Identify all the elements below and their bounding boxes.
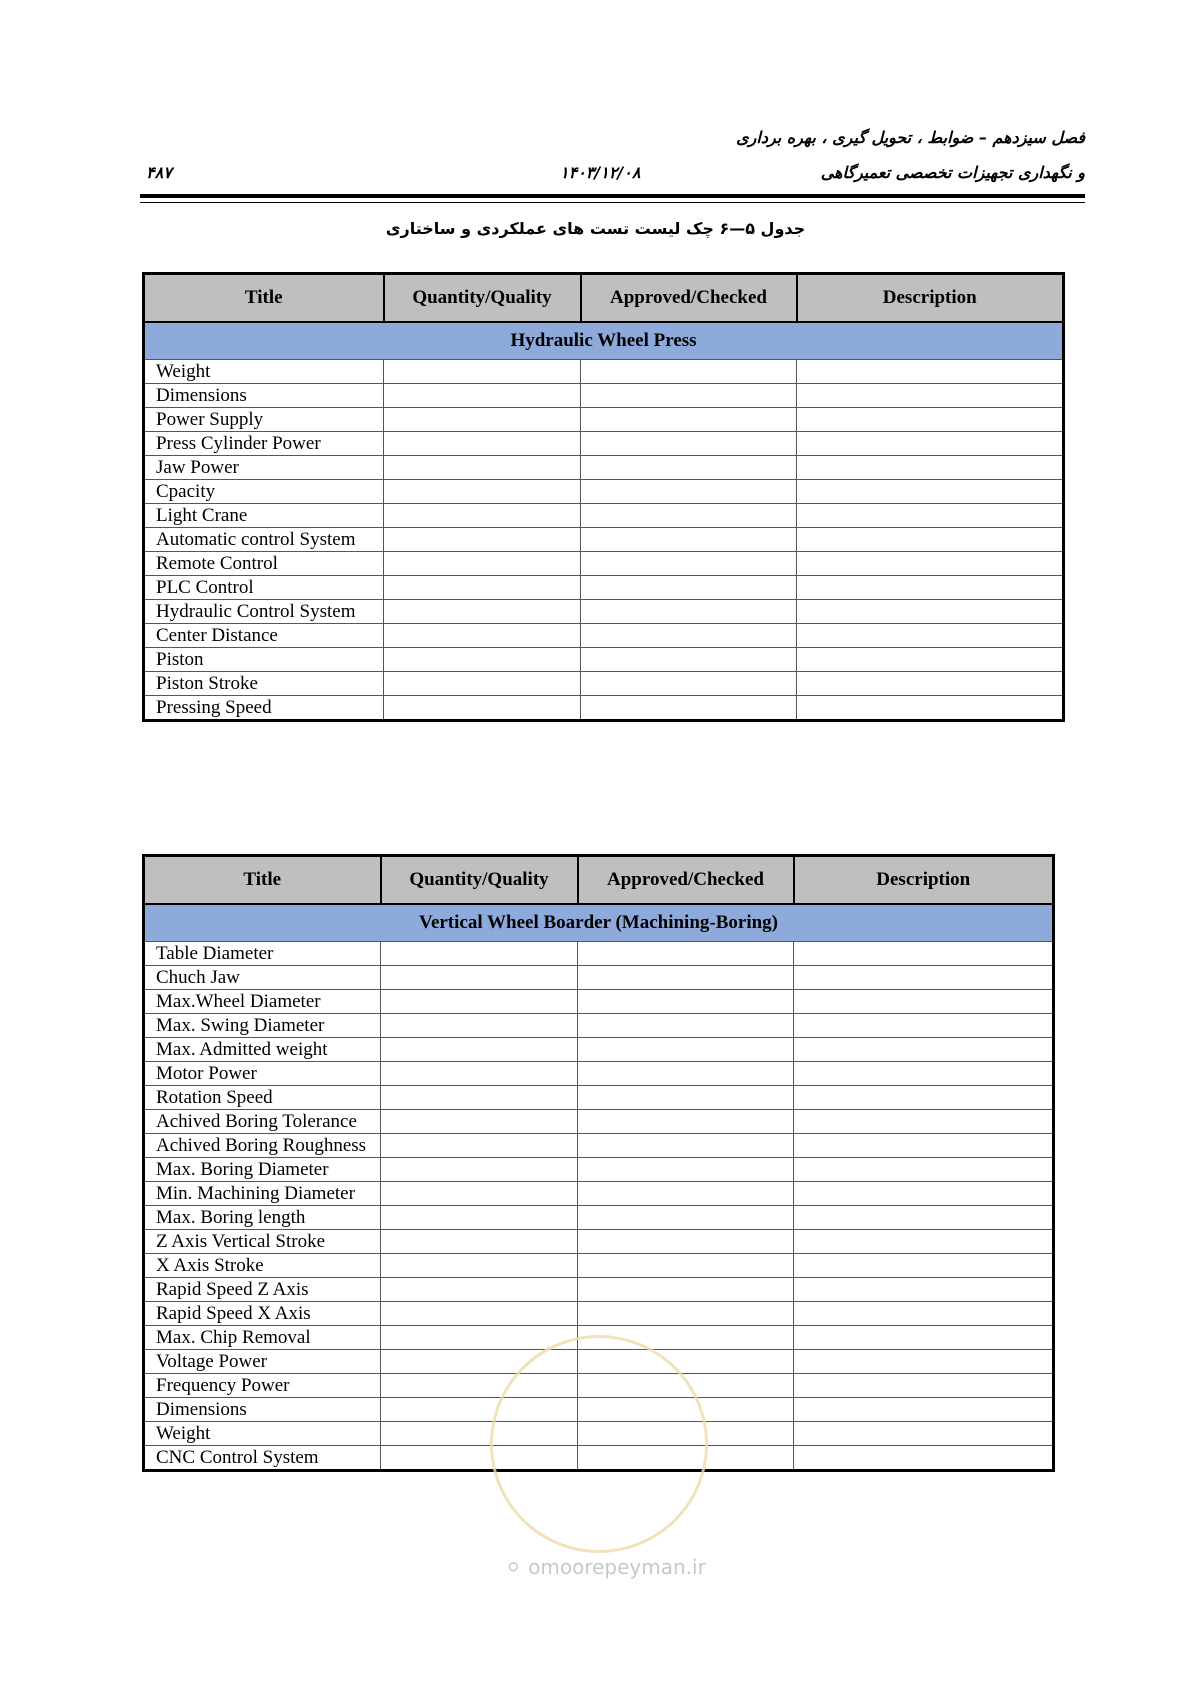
watermark-text: ⚪ omoorepeyman.ir	[505, 1555, 706, 1579]
row-title: Table Diameter	[144, 942, 381, 966]
description-cell[interactable]	[797, 456, 1064, 480]
description-cell[interactable]	[794, 1206, 1054, 1230]
table-row	[144, 648, 1064, 672]
row-title: Motor Power	[144, 1062, 381, 1086]
approved-cell[interactable]	[578, 1014, 794, 1038]
quantity-cell[interactable]	[384, 384, 581, 408]
approved-cell[interactable]	[581, 456, 797, 480]
quantity-cell[interactable]	[384, 600, 581, 624]
table-row	[144, 966, 1054, 990]
table-row	[144, 1182, 1054, 1206]
row-title: Max. Boring Diameter	[144, 1158, 381, 1182]
row-title: Max.Wheel Diameter	[144, 990, 381, 1014]
description-cell[interactable]	[794, 1350, 1054, 1374]
quantity-cell[interactable]	[381, 1038, 578, 1062]
table-row	[144, 576, 1064, 600]
description-cell[interactable]	[794, 1398, 1054, 1422]
row-title: Press Cylinder Power	[144, 432, 384, 456]
approved-cell[interactable]	[578, 1206, 794, 1230]
row-title: CNC Control System	[144, 1446, 381, 1471]
quantity-cell[interactable]	[381, 966, 578, 990]
column-header-quantity: Quantity/Quality	[384, 274, 581, 323]
description-cell[interactable]	[794, 1110, 1054, 1134]
quantity-cell[interactable]	[384, 456, 581, 480]
row-title: X Axis Stroke	[144, 1254, 381, 1278]
approved-cell[interactable]	[581, 696, 797, 721]
quantity-cell[interactable]	[381, 990, 578, 1014]
description-cell[interactable]	[794, 1254, 1054, 1278]
quantity-cell[interactable]	[384, 432, 581, 456]
table-row	[144, 1038, 1054, 1062]
description-cell[interactable]	[797, 624, 1064, 648]
column-header-title: Title	[144, 274, 384, 323]
row-title: Dimensions	[144, 384, 384, 408]
description-cell[interactable]	[794, 1134, 1054, 1158]
row-title: Weight	[144, 1422, 381, 1446]
description-cell[interactable]	[794, 1230, 1054, 1254]
row-title: Jaw Power	[144, 456, 384, 480]
quantity-cell[interactable]	[384, 528, 581, 552]
row-title: Max. Admitted weight	[144, 1038, 381, 1062]
table-row	[144, 1158, 1054, 1182]
watermark-logo	[490, 1335, 708, 1553]
row-title: Max. Swing Diameter	[144, 1014, 381, 1038]
description-cell[interactable]	[794, 1038, 1054, 1062]
row-title: Achived Boring Tolerance	[144, 1110, 381, 1134]
quantity-cell[interactable]	[384, 504, 581, 528]
approved-cell[interactable]	[578, 1038, 794, 1062]
approved-cell[interactable]	[578, 1230, 794, 1254]
approved-cell[interactable]	[581, 552, 797, 576]
description-cell[interactable]	[794, 1158, 1054, 1182]
description-cell[interactable]	[797, 480, 1064, 504]
section-row	[144, 322, 1064, 360]
quantity-cell[interactable]	[381, 1014, 578, 1038]
approved-cell[interactable]	[581, 528, 797, 552]
quantity-cell[interactable]	[381, 1110, 578, 1134]
approved-cell[interactable]	[581, 504, 797, 528]
description-cell[interactable]	[794, 1422, 1054, 1446]
quantity-cell[interactable]	[384, 624, 581, 648]
table-row	[144, 942, 1054, 966]
approved-cell[interactable]	[578, 1062, 794, 1086]
row-title: Rotation Speed	[144, 1086, 381, 1110]
table-caption: جدول ۵—۶ چک لیست تست های عملکردی و ساختاری	[385, 219, 806, 238]
checklist-table-hydraulic-wheel-press	[142, 272, 1065, 722]
table-row	[144, 624, 1064, 648]
quantity-cell[interactable]	[381, 1230, 578, 1254]
row-title: Remote Control	[144, 552, 384, 576]
table-row	[144, 1278, 1054, 1302]
page-number: ۴۸۷	[146, 163, 172, 182]
quantity-cell[interactable]	[384, 648, 581, 672]
description-cell[interactable]	[797, 360, 1064, 384]
column-header-description: Description	[794, 856, 1054, 905]
row-title: Rapid Speed Z Axis	[144, 1278, 381, 1302]
approved-cell[interactable]	[581, 384, 797, 408]
table-row	[144, 1254, 1054, 1278]
quantity-cell[interactable]	[381, 1086, 578, 1110]
section-row	[144, 904, 1054, 942]
quantity-cell[interactable]	[381, 942, 578, 966]
description-cell[interactable]	[794, 1374, 1054, 1398]
approved-cell[interactable]	[578, 1134, 794, 1158]
description-cell[interactable]	[794, 1446, 1054, 1471]
row-title: Pressing Speed	[144, 696, 384, 721]
description-cell[interactable]	[797, 576, 1064, 600]
table-row	[144, 1302, 1054, 1326]
table-row	[144, 1062, 1054, 1086]
description-cell[interactable]	[794, 942, 1054, 966]
approved-cell[interactable]	[578, 1086, 794, 1110]
quantity-cell[interactable]	[381, 1182, 578, 1206]
row-title: Z Axis Vertical Stroke	[144, 1230, 381, 1254]
table-row	[144, 990, 1054, 1014]
row-title: Light Crane	[144, 504, 384, 528]
description-cell[interactable]	[797, 408, 1064, 432]
header-row	[144, 274, 1064, 323]
approved-cell[interactable]	[578, 1254, 794, 1278]
approved-cell[interactable]	[581, 480, 797, 504]
quantity-cell[interactable]	[384, 672, 581, 696]
description-cell[interactable]	[797, 432, 1064, 456]
column-header-approved: Approved/Checked	[578, 856, 794, 905]
table-row	[144, 384, 1064, 408]
approved-cell[interactable]	[578, 1278, 794, 1302]
approved-cell[interactable]	[581, 576, 797, 600]
quantity-cell[interactable]	[384, 360, 581, 384]
quantity-cell[interactable]	[381, 1254, 578, 1278]
chapter-title: فصل سیزدهم – ضوابط ، تحویل گیری ، بهره برداری	[736, 128, 1085, 147]
quantity-cell[interactable]	[384, 696, 581, 721]
description-cell[interactable]	[797, 504, 1064, 528]
quantity-cell[interactable]	[381, 1278, 578, 1302]
approved-cell[interactable]	[581, 672, 797, 696]
approved-cell[interactable]	[578, 966, 794, 990]
row-title: Piston Stroke	[144, 672, 384, 696]
row-title: Weight	[144, 360, 384, 384]
approved-cell[interactable]	[581, 624, 797, 648]
table-row	[144, 672, 1064, 696]
description-cell[interactable]	[797, 552, 1064, 576]
table-row	[144, 1014, 1054, 1038]
description-cell[interactable]	[797, 528, 1064, 552]
quantity-cell[interactable]	[381, 1206, 578, 1230]
row-title: Center Distance	[144, 624, 384, 648]
row-title: Cpacity	[144, 480, 384, 504]
table-body	[144, 322, 1064, 721]
quantity-cell[interactable]	[381, 1302, 578, 1326]
table-row	[144, 504, 1064, 528]
approved-cell[interactable]	[581, 432, 797, 456]
table-row	[144, 432, 1064, 456]
table-row	[144, 1134, 1054, 1158]
column-header-description: Description	[797, 274, 1064, 323]
description-cell[interactable]	[797, 600, 1064, 624]
approved-cell[interactable]	[578, 990, 794, 1014]
description-cell[interactable]	[794, 1326, 1054, 1350]
row-title: Max. Chip Removal	[144, 1326, 381, 1350]
description-cell[interactable]	[797, 672, 1064, 696]
table-row	[144, 1110, 1054, 1134]
approved-cell[interactable]	[581, 408, 797, 432]
approved-cell[interactable]	[581, 360, 797, 384]
table-row	[144, 1230, 1054, 1254]
description-cell[interactable]	[794, 1182, 1054, 1206]
column-header-title: Title	[144, 856, 381, 905]
table-row	[144, 528, 1064, 552]
quantity-cell[interactable]	[384, 480, 581, 504]
table-row	[144, 480, 1064, 504]
quantity-cell[interactable]	[384, 408, 581, 432]
table-row	[144, 696, 1064, 721]
table-row	[144, 456, 1064, 480]
row-title: Max. Boring length	[144, 1206, 381, 1230]
description-cell[interactable]	[794, 1302, 1054, 1326]
description-cell[interactable]	[797, 696, 1064, 721]
approved-cell[interactable]	[578, 1182, 794, 1206]
row-title: Power Supply	[144, 408, 384, 432]
quantity-cell[interactable]	[384, 552, 581, 576]
description-cell[interactable]	[797, 384, 1064, 408]
table-row	[144, 360, 1064, 384]
row-title: Automatic control System	[144, 528, 384, 552]
header-rule-thick	[140, 194, 1085, 198]
row-title: Hydraulic Control System	[144, 600, 384, 624]
row-title: Frequency Power	[144, 1374, 381, 1398]
header-row	[144, 856, 1054, 905]
table-row	[144, 1206, 1054, 1230]
row-title: Dimensions	[144, 1398, 381, 1422]
approved-cell[interactable]	[578, 942, 794, 966]
chapter-subtitle: و نگهداری تجهیزات تخصصی تعمیرگاهی	[820, 163, 1085, 182]
column-header-quantity: Quantity/Quality	[381, 856, 578, 905]
description-cell[interactable]	[797, 648, 1064, 672]
row-title: PLC Control	[144, 576, 384, 600]
quantity-cell[interactable]	[384, 576, 581, 600]
row-title: Rapid Speed X Axis	[144, 1302, 381, 1326]
quantity-cell[interactable]	[381, 1158, 578, 1182]
header-rule-thin	[140, 202, 1085, 203]
approved-cell[interactable]	[581, 648, 797, 672]
approved-cell[interactable]	[578, 1110, 794, 1134]
approved-cell[interactable]	[578, 1158, 794, 1182]
table-row	[144, 552, 1064, 576]
table-row	[144, 1086, 1054, 1110]
description-cell[interactable]	[794, 1014, 1054, 1038]
header-date: ۱۴۰۳/۱۲/۰۸	[560, 163, 641, 182]
row-title: Min. Machining Diameter	[144, 1182, 381, 1206]
description-cell[interactable]	[794, 966, 1054, 990]
quantity-cell[interactable]	[381, 1326, 578, 1350]
quantity-cell[interactable]	[381, 1134, 578, 1158]
description-cell[interactable]	[794, 1278, 1054, 1302]
approved-cell[interactable]	[578, 1302, 794, 1326]
row-title: Piston	[144, 648, 384, 672]
table-row	[144, 408, 1064, 432]
row-title: Achived Boring Roughness	[144, 1134, 381, 1158]
table-row	[144, 600, 1064, 624]
description-cell[interactable]	[794, 990, 1054, 1014]
description-cell[interactable]	[794, 1086, 1054, 1110]
row-title: Voltage Power	[144, 1350, 381, 1374]
row-title: Chuch Jaw	[144, 966, 381, 990]
section-title: Hydraulic Wheel Press	[144, 322, 1064, 360]
description-cell[interactable]	[794, 1062, 1054, 1086]
section-title: Vertical Wheel Boarder (Machining-Boring)	[144, 904, 1054, 942]
approved-cell[interactable]	[581, 600, 797, 624]
quantity-cell[interactable]	[381, 1062, 578, 1086]
column-header-approved: Approved/Checked	[581, 274, 797, 323]
